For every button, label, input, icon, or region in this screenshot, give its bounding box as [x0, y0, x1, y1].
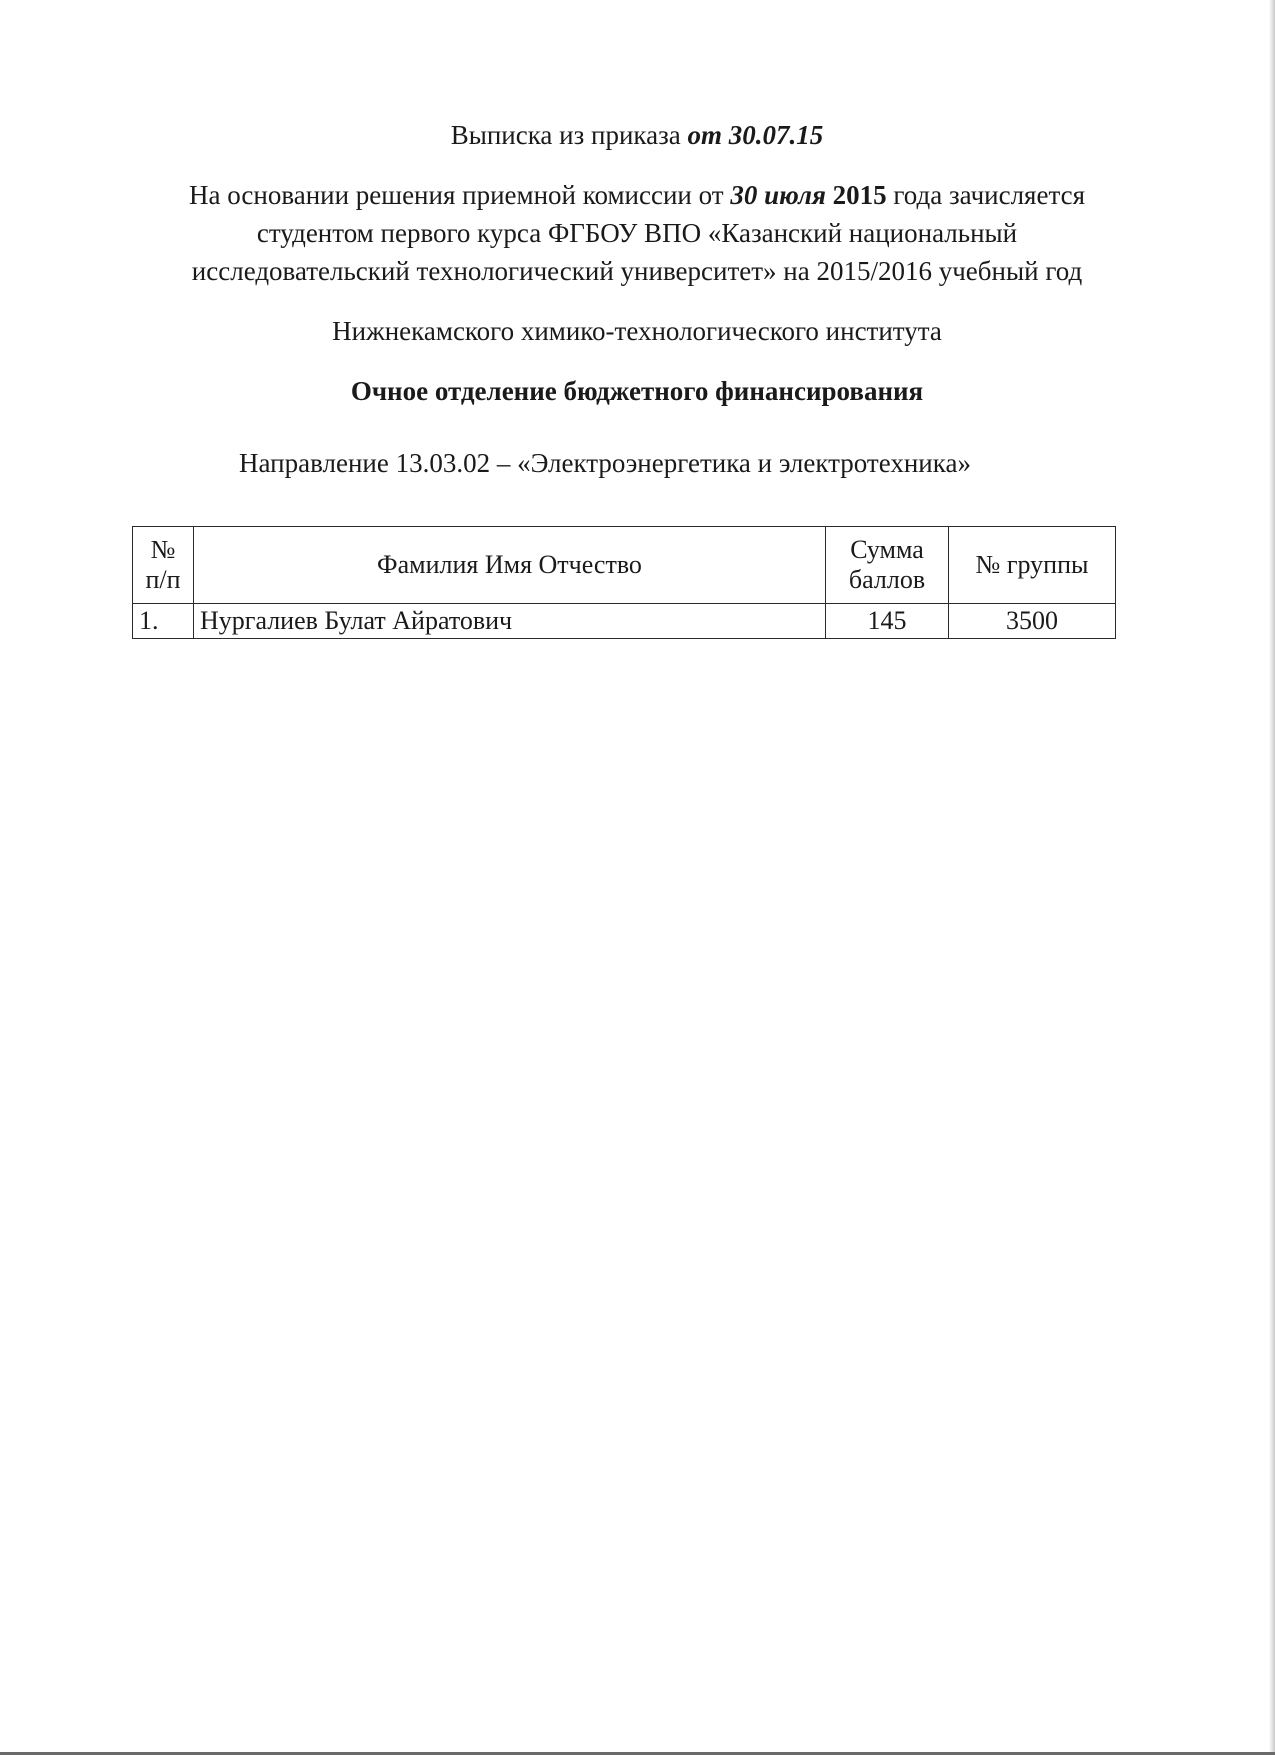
- institute-name: Нижнекамского химико-технологического института: [332, 316, 942, 346]
- table-header-row: [133, 527, 1116, 604]
- row-group: 3500: [949, 604, 1116, 639]
- row-num: 1.: [133, 604, 194, 639]
- intro-year: 2015: [832, 180, 887, 210]
- table-row: [133, 604, 1116, 639]
- header-num: [133, 527, 194, 604]
- direction-line: Направление 13.03.02 – «Электроэнергетика и электротехника»: [239, 448, 971, 478]
- header-group: № группы: [949, 527, 1116, 604]
- title-prefix: Выписка из приказа: [450, 120, 681, 150]
- row-sum: 145: [826, 604, 949, 639]
- intro-line-1: [112, 178, 1162, 212]
- header-num-line2: п/п: [145, 565, 181, 594]
- title-date: от 30.07.15: [687, 120, 824, 150]
- header-sum-line1: Сумма: [850, 535, 924, 564]
- intro-line-3: исследовательский технологический университет» на 2015/2016 учебный год: [191, 256, 1083, 286]
- header-name: Фамилия Имя Отчество: [194, 527, 826, 604]
- header-sum-line2: баллов: [848, 565, 926, 594]
- intro-line-2: студентом первого курса ФГБОУ ВПО «Казанский национальный: [256, 218, 1018, 248]
- header-num-line1: №: [150, 535, 176, 564]
- document-title: [112, 118, 1162, 152]
- intro-date: 30 июля: [730, 180, 826, 210]
- department-name: Очное отделение бюджетного финансирования: [350, 376, 924, 406]
- enrollment-table: [132, 526, 1116, 639]
- row-name: Нургалиев Булат Айратович: [194, 604, 826, 639]
- header-sum: [826, 527, 949, 604]
- intro-line-1-a: На основании решения приемной комиссии от: [188, 180, 724, 210]
- intro-line-1-b: года зачисляется: [893, 180, 1085, 210]
- scan-edge-right: [1269, 0, 1275, 1755]
